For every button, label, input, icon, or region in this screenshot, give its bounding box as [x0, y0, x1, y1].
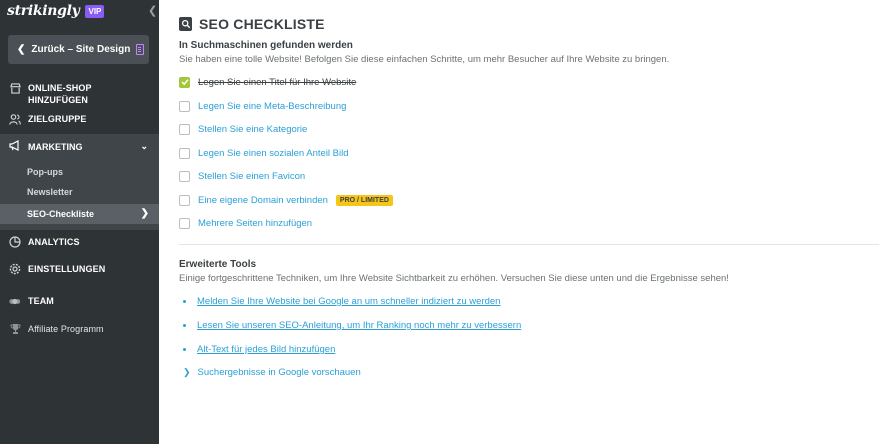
sidebar	[0, 0, 159, 444]
sidebar-subitem-label: Pop-ups	[27, 167, 63, 177]
checkbox[interactable]	[179, 101, 190, 112]
checklist-item-label[interactable]: Eine eigene Domain verbinden	[198, 194, 328, 206]
sidebar-item-label: MARKETING	[28, 141, 83, 152]
pie-chart-icon	[9, 236, 21, 248]
sidebar-item-label: Affiliate Programm	[28, 324, 104, 334]
section-divider	[179, 244, 879, 245]
chevron-right-icon: ❯	[183, 367, 191, 377]
chevron-down-icon: ⌄	[140, 141, 148, 151]
pro-limited-badge: PRO / LIMITED	[336, 195, 393, 206]
sidebar-item-settings[interactable]	[0, 263, 159, 275]
section-heading: Erweiterte Tools	[179, 259, 257, 270]
sidebar-item-affiliate[interactable]	[0, 323, 159, 335]
tool-link[interactable]: Lesen Sie unseren SEO-Anleitung, um Ihr Ranking noch mehr zu verbessern	[197, 320, 522, 331]
back-to-site-design-button[interactable]	[8, 35, 149, 64]
sidebar-subitem-popups[interactable]	[0, 162, 159, 182]
checklist-item-label[interactable]: Mehrere Seiten hinzufügen	[198, 217, 313, 229]
sidebar-item-label: ONLINE-SHOP HINZUFÜGEN	[28, 83, 92, 105]
vip-badge: VIP	[85, 5, 104, 18]
sidebar-item-analytics[interactable]	[0, 236, 159, 248]
sidebar-subitem-label: Newsletter	[27, 187, 73, 197]
checkbox[interactable]	[179, 148, 190, 159]
strikingly-logo: strikingly	[7, 3, 80, 19]
bullet	[183, 348, 186, 351]
sidebar-item-label: TEAM	[28, 296, 54, 306]
section-heading: In Suchmaschinen gefunden werden	[179, 40, 353, 51]
team-icon	[9, 295, 21, 307]
checklist-item[interactable]	[179, 123, 307, 135]
page-header	[179, 16, 325, 32]
checklist-item[interactable]	[179, 194, 393, 206]
sidebar-item-label: ZIELGRUPPE	[28, 114, 87, 124]
checklist-item-label[interactable]: Legen Sie einen Titel für Ihre Website	[198, 76, 357, 88]
sidebar-subitem-newsletter[interactable]	[0, 182, 159, 202]
search-preview-toggle[interactable]	[183, 367, 361, 378]
checklist-item-label[interactable]: Legen Sie eine Meta-Beschreibung	[198, 100, 347, 112]
tool-link[interactable]: Melden Sie Ihre Website bei Google an um schneller indiziert zu werden	[197, 296, 501, 307]
sidebar-subitem-seo-checklist[interactable]	[0, 204, 159, 224]
tool-list-item	[183, 344, 335, 355]
sidebar-item-label: ANALYTICS	[28, 237, 80, 247]
section-description: Einige fortgeschrittene Techniken, um Ihre Website Sichtbarkeit zu erhöhen. Versuchen Sie diese unten und die Ergebnisse sehen!	[179, 273, 729, 284]
checkbox[interactable]	[179, 195, 190, 206]
gear-icon	[9, 263, 21, 275]
checkbox[interactable]	[179, 218, 190, 229]
users-icon	[9, 113, 21, 125]
bullet	[183, 300, 186, 303]
page-title: SEO CHECKLISTE	[199, 16, 325, 32]
brand[interactable]	[7, 2, 104, 20]
checklist-item-label[interactable]: Stellen Sie einen Favicon	[198, 170, 306, 182]
marketing-section	[0, 134, 159, 230]
checklist-item-label[interactable]: Stellen Sie eine Kategorie	[198, 123, 308, 135]
sidebar-item-online-shop[interactable]	[0, 82, 159, 106]
bullet	[183, 324, 186, 327]
section-description: Sie haben eine tolle Website! Befolgen Sie diese einfachen Schritte, um mehr Besucher auf Ihre Website zu bringen.	[179, 54, 670, 65]
chevron-left-icon: ❮	[17, 44, 26, 55]
checklist-item[interactable]	[179, 100, 346, 112]
tool-list-item	[183, 320, 521, 331]
store-icon	[9, 82, 21, 94]
checkbox[interactable]	[179, 124, 190, 135]
tool-list-item	[183, 296, 500, 307]
chevron-right-icon: ❯	[140, 208, 149, 219]
sidebar-subitem-label: SEO-Checkliste	[27, 209, 95, 219]
tool-link[interactable]: Alt-Text für jedes Bild hinzufügen	[197, 344, 336, 355]
sidebar-item-marketing[interactable]	[0, 134, 159, 159]
checklist-item[interactable]	[179, 170, 305, 182]
checklist-item-label[interactable]: Legen Sie einen sozialen Anteil Bild	[198, 147, 349, 159]
main-content	[159, 0, 879, 444]
collapse-sidebar-icon[interactable]: ❮	[148, 5, 158, 17]
checkbox[interactable]	[179, 171, 190, 182]
checkbox-checked[interactable]	[179, 77, 190, 88]
sidebar-item-label: EINSTELLUNGEN	[28, 264, 106, 274]
page-design-icon	[136, 44, 144, 55]
sidebar-item-team[interactable]	[0, 295, 159, 307]
back-button-label: Zurück – Site Design	[31, 44, 131, 55]
seo-search-icon	[179, 17, 192, 31]
sidebar-item-audience[interactable]	[0, 113, 159, 125]
megaphone-icon	[9, 140, 21, 153]
trophy-icon	[9, 323, 21, 335]
checklist-item[interactable]	[179, 147, 349, 159]
search-preview-label: Suchergebnisse in Google vorschauen	[197, 367, 361, 378]
checklist-item[interactable]	[179, 76, 356, 88]
checklist-item[interactable]	[179, 217, 312, 229]
